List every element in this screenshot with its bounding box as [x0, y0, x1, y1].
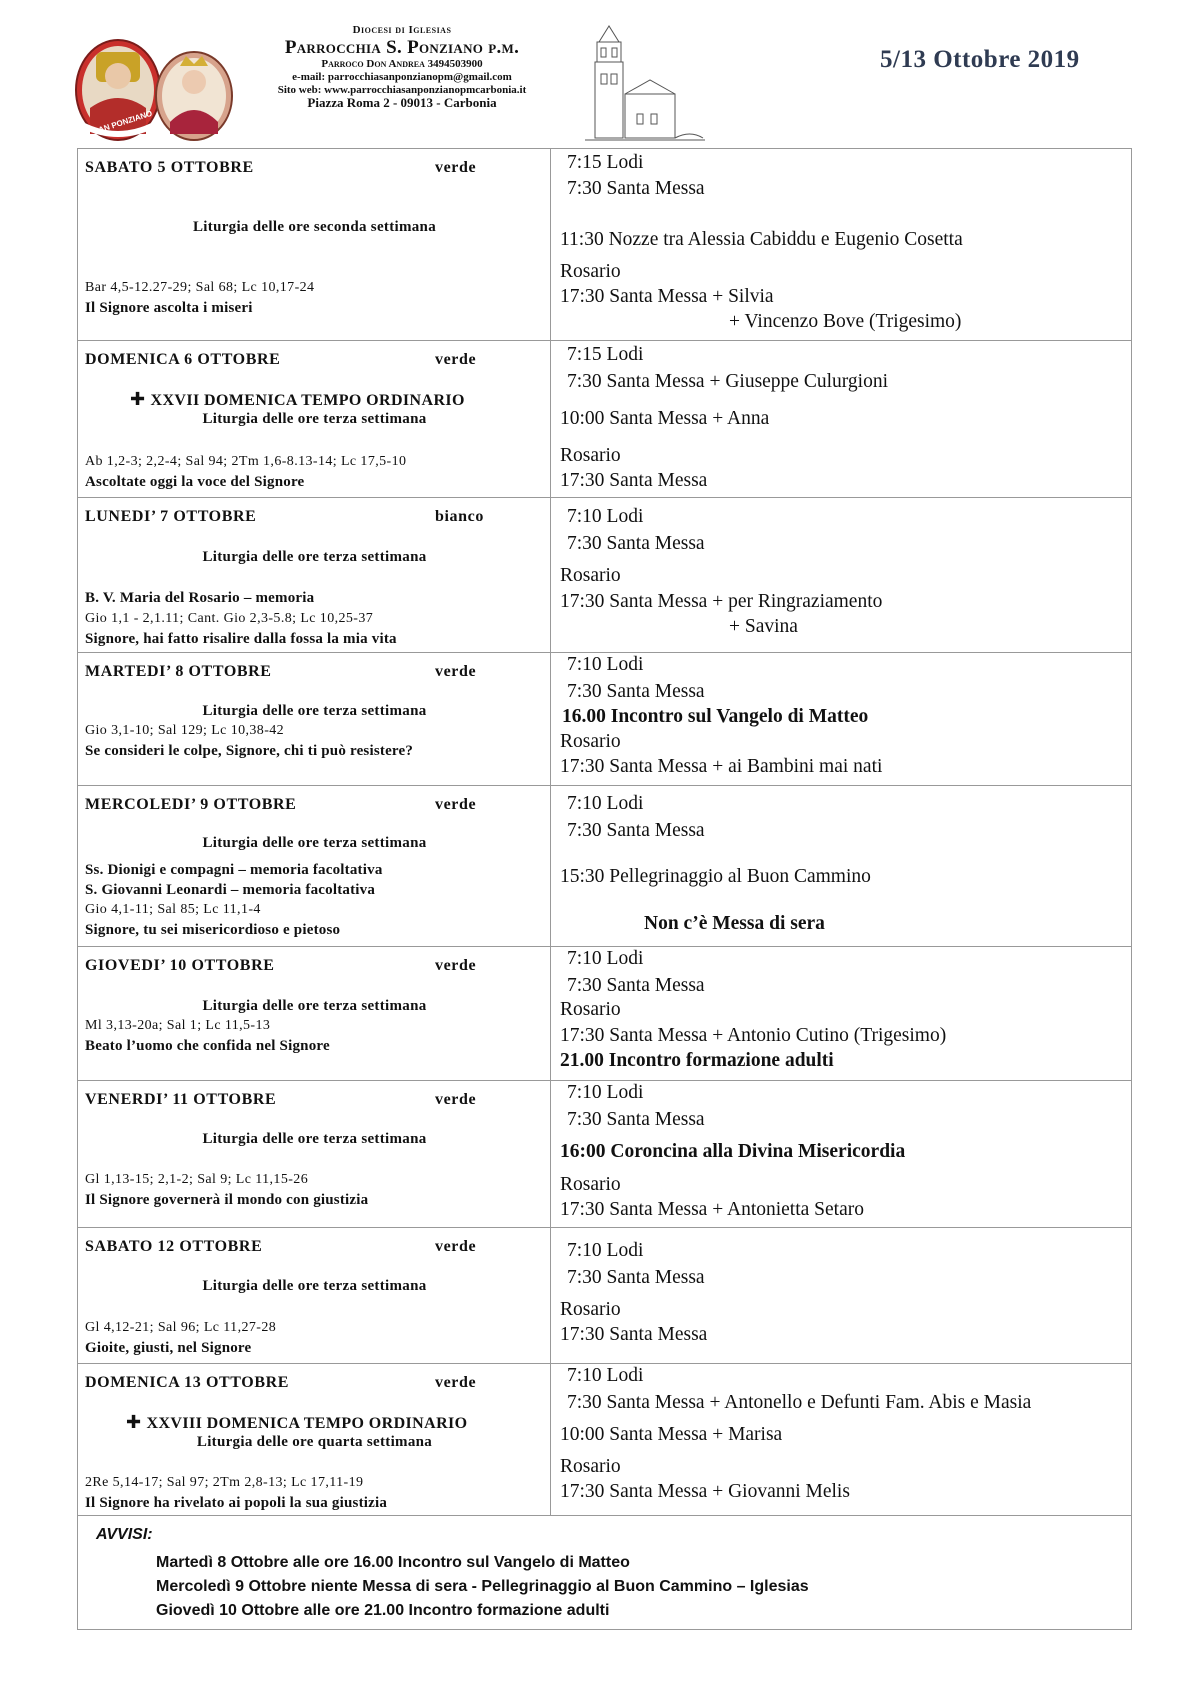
psalm-refrain: Signore, hai fatto risalire dalla fossa la mia vita [85, 631, 397, 647]
liturgical-color: verde [435, 1238, 477, 1255]
cross-icon: ✚ [126, 1412, 142, 1433]
psalm-refrain: Il Signore governerà il mondo con giustizia [85, 1192, 369, 1208]
event: 7:10 Lodi [567, 506, 644, 527]
day-label: SABATO 5 OTTOBRE [85, 159, 254, 176]
readings: 2Re 5,14-17; Sal 97; 2Tm 2,8-13; Lc 17,11-19 [85, 1475, 364, 1490]
day-label: DOMENICA 13 OTTOBRE [85, 1374, 290, 1391]
event: 17:30 Santa Messa + per Ringraziamento [560, 591, 883, 612]
event: 10:00 Santa Messa + Marisa [560, 1424, 783, 1445]
events-cell [551, 1228, 1131, 1363]
event: 7:30 Santa Messa [567, 1109, 705, 1130]
psalm-refrain: Il Signore ascolta i miseri [85, 300, 253, 316]
schedule-table [77, 148, 1132, 1630]
event: 7:30 Santa Messa [567, 681, 705, 702]
notice-item: Giovedì 10 Ottobre alle ore 21.00 Incontro formazione adulti [156, 1602, 610, 1619]
liturgical-color: verde [435, 351, 477, 368]
day-label: LUNEDI’ 7 OTTOBRE [85, 508, 257, 525]
psalm-refrain: Il Signore ha rivelato ai popoli la sua giustizia [85, 1495, 388, 1511]
day-row [78, 1228, 1131, 1364]
events-cell [551, 786, 1131, 946]
event: 7:10 Lodi [567, 948, 644, 969]
liturgia-ore: Liturgia delle ore terza settimana [202, 703, 427, 719]
event: + Vincenzo Bove (Trigesimo) [729, 311, 962, 332]
date-range: 5/13 Ottobre 2019 [880, 46, 1080, 73]
parroco: Parroco Don Andrea 3494503900 [321, 58, 483, 71]
parish-name: Parrocchia S. Ponziano p.m. [284, 36, 520, 58]
readings: Gl 1,13-15; 2,1-2; Sal 9; Lc 11,15-26 [85, 1172, 309, 1187]
event: 11:30 Nozze tra Alessia Cabiddu e Eugenio Cosetta [560, 229, 963, 250]
liturgical-color: verde [435, 1091, 477, 1108]
events-cell [551, 149, 1131, 340]
sunday-title [130, 389, 465, 410]
cross-icon: ✚ [130, 389, 146, 410]
readings: Gio 1,1 - 2,1.11; Cant. Gio 2,3-5.8; Lc 10,25-37 [85, 611, 374, 626]
email: e-mail: parrocchiasanponzianopm@gmail.com [292, 71, 512, 84]
website: Sito web: www.parrocchiasanponzianopmcarbonia.it [277, 83, 527, 96]
psalm-refrain: Ascoltate oggi la voce del Signore [85, 474, 305, 490]
sunday-title [126, 1412, 468, 1433]
saint-label: SAN PONZIANO [92, 108, 154, 137]
event: + Savina [729, 616, 798, 637]
liturgia-ore: Liturgia delle ore terza settimana [202, 998, 427, 1014]
event: 10:00 Santa Messa + Anna [560, 408, 770, 429]
day-row [78, 653, 1131, 786]
events-cell [551, 947, 1131, 1080]
day-label: DOMENICA 6 OTTOBRE [85, 351, 281, 368]
event: Rosario [560, 1174, 621, 1195]
page-header [0, 0, 1191, 148]
event: Rosario [560, 1299, 621, 1320]
event: Rosario [560, 1456, 621, 1477]
readings: Gio 4,1-11; Sal 85; Lc 11,1-4 [85, 902, 261, 917]
day-label: GIOVEDI’ 10 OTTOBRE [85, 957, 275, 974]
event: 7:30 Santa Messa [567, 1267, 705, 1288]
event: Rosario [560, 731, 621, 752]
psalm-refrain: Gioite, giusti, nel Signore [85, 1340, 252, 1356]
readings: Gl 4,12-21; Sal 96; Lc 11,27-28 [85, 1320, 277, 1335]
day-label: VENERDI’ 11 OTTOBRE [85, 1091, 277, 1108]
event: 7:30 Santa Messa + Antonello e Defunti Fam. Abis e Masia [567, 1392, 1032, 1413]
event-highlight: 16.00 Incontro sul Vangelo di Matteo [562, 706, 869, 727]
event: 7:10 Lodi [567, 654, 644, 675]
sunday-title-text: XXVIII DOMENICA TEMPO ORDINARIO [146, 1415, 468, 1432]
day-row [78, 149, 1131, 341]
liturgia-ore: Liturgia delle ore quarta settimana [196, 1434, 433, 1450]
diocesi: Diocesi di Iglesias [352, 24, 452, 36]
readings: Ml 3,13-20a; Sal 1; Lc 11,5-13 [85, 1018, 271, 1033]
notices-title: AVVISI: [96, 1526, 153, 1543]
memoria: B. V. Maria del Rosario – memoria [85, 590, 315, 606]
liturgia-ore: Liturgia delle ore seconda settimana [193, 219, 436, 235]
event: 17:30 Santa Messa + Antonietta Setaro [560, 1199, 864, 1220]
readings: Ab 1,2-3; 2,2-4; Sal 94; 2Tm 1,6-8.13-14; Lc 17,5-10 [85, 454, 407, 469]
liturgical-color: verde [435, 663, 477, 680]
notice-item: Martedì 8 Ottobre alle ore 16.00 Incontro sul Vangelo di Matteo [156, 1554, 630, 1571]
events-cell [551, 341, 1131, 497]
day-row [78, 786, 1131, 947]
events-cell [551, 653, 1131, 785]
readings: Bar 4,5-12.27-29; Sal 68; Lc 10,17-24 [85, 280, 315, 295]
event: 7:10 Lodi [567, 1365, 644, 1386]
liturgical-color: bianco [435, 508, 484, 525]
event: 17:30 Santa Messa [560, 1324, 708, 1345]
address: Piazza Roma 2 - 09013 - Carbonia [307, 95, 497, 111]
day-label: MERCOLEDI’ 9 OTTOBRE [85, 796, 297, 813]
event-highlight: Non c’è Messa di sera [644, 913, 825, 934]
day-label: SABATO 12 OTTOBRE [85, 1238, 263, 1255]
event: Rosario [560, 261, 621, 282]
day-row [78, 1364, 1131, 1516]
notice-item: Mercoledì 9 Ottobre niente Messa di sera - Pellegrinaggio al Buon Cammino – Iglesias [156, 1578, 809, 1595]
day-row [78, 341, 1131, 498]
sunday-title-text: XXVII DOMENICA TEMPO ORDINARIO [150, 392, 465, 409]
event: Rosario [560, 999, 621, 1020]
liturgy-cell [78, 1364, 551, 1515]
event-highlight: 16:00 Coroncina alla Divina Misericordia [560, 1141, 906, 1162]
event: Rosario [560, 565, 621, 586]
event: 17:30 Santa Messa + Giovanni Melis [560, 1481, 850, 1502]
memoria: S. Giovanni Leonardi – memoria facoltativa [85, 882, 376, 898]
day-row [78, 498, 1131, 653]
parish-info [232, 24, 572, 111]
event: 7:15 Lodi [567, 152, 644, 173]
liturgy-cell [78, 149, 551, 340]
psalm-refrain: Beato l’uomo che confida nel Signore [85, 1038, 330, 1054]
event: 7:10 Lodi [567, 793, 644, 814]
psalm-refrain: Se consideri le colpe, Signore, chi ti può resistere? [85, 743, 414, 759]
event: 17:30 Santa Messa + Antonio Cutino (Trigesimo) [560, 1025, 947, 1046]
liturgical-color: verde [435, 957, 477, 974]
liturgy-cell [78, 786, 551, 946]
liturgical-color: verde [435, 796, 477, 813]
liturgia-ore: Liturgia delle ore terza settimana [202, 411, 427, 427]
psalm-refrain: Signore, tu sei misericordioso e pietoso [85, 922, 341, 938]
liturgy-cell [78, 1228, 551, 1363]
event: 15:30 Pellegrinaggio al Buon Cammino [560, 866, 871, 887]
liturgy-cell [78, 341, 551, 497]
event: 7:30 Santa Messa [567, 178, 705, 199]
notices-section [78, 1516, 1131, 1629]
event: 7:10 Lodi [567, 1082, 644, 1103]
events-cell [551, 1081, 1131, 1227]
event: 17:30 Santa Messa + ai Bambini mai nati [560, 756, 883, 777]
event: 7:30 Santa Messa + Giuseppe Culurgioni [567, 371, 888, 392]
liturgia-ore: Liturgia delle ore terza settimana [202, 835, 427, 851]
event: 7:30 Santa Messa [567, 975, 705, 996]
liturgy-cell [78, 498, 551, 652]
day-row [78, 947, 1131, 1081]
events-cell [551, 498, 1131, 652]
memoria: Ss. Dionigi e compagni – memoria facoltativa [85, 862, 383, 878]
liturgia-ore: Liturgia delle ore terza settimana [202, 1278, 427, 1294]
event: 7:15 Lodi [567, 344, 644, 365]
event: 17:30 Santa Messa [560, 470, 708, 491]
event-highlight: 21.00 Incontro formazione adulti [560, 1050, 834, 1071]
bell-tower-drawing [585, 22, 705, 146]
liturgical-color: verde [435, 1374, 477, 1391]
readings: Gio 3,1-10; Sal 129; Lc 10,38-42 [85, 723, 285, 738]
event: Rosario [560, 445, 621, 466]
liturgy-cell [78, 947, 551, 1080]
event: 7:30 Santa Messa [567, 533, 705, 554]
events-cell [551, 1364, 1131, 1515]
liturgia-ore: Liturgia delle ore terza settimana [202, 1131, 427, 1147]
day-row [78, 1081, 1131, 1228]
liturgical-color: verde [435, 159, 477, 176]
liturgy-cell [78, 1081, 551, 1227]
event: 7:30 Santa Messa [567, 820, 705, 841]
liturgia-ore: Liturgia delle ore terza settimana [202, 549, 427, 565]
event: 17:30 Santa Messa + Silvia [560, 286, 774, 307]
event: 7:10 Lodi [567, 1240, 644, 1261]
liturgy-cell [78, 653, 551, 785]
day-label: MARTEDI’ 8 OTTOBRE [85, 663, 272, 680]
